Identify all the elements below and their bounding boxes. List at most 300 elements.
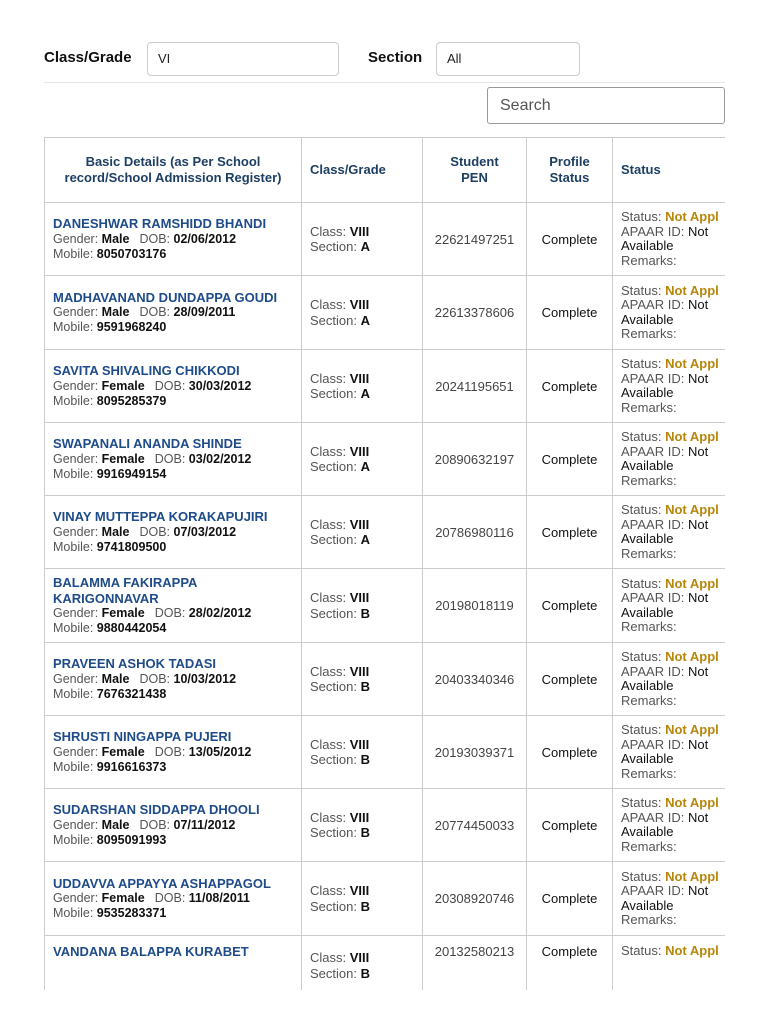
dob-value: 30/03/2012 <box>188 378 252 393</box>
gender-dob-line <box>53 818 293 833</box>
gender-value: Male <box>101 305 130 320</box>
status-value: Not Appl <box>665 795 719 810</box>
status-line <box>621 870 725 885</box>
student-name[interactable]: SWAPANALI ANANDA SHINDE <box>53 436 242 452</box>
status-label: Status: <box>621 502 662 517</box>
dob-label: DOB: <box>139 817 171 832</box>
status-cell <box>613 203 726 276</box>
filter-divider <box>44 82 725 83</box>
class-grade-cell <box>302 423 423 496</box>
gender-label: Gender: <box>53 817 99 832</box>
status-value: Not Appl <box>665 868 719 884</box>
basic-details-cell <box>45 276 302 350</box>
apaar-line <box>621 884 725 899</box>
status-value: Not Appl <box>665 429 719 444</box>
apaar-label: APAAR ID: <box>621 223 685 239</box>
apaar-label: APAAR ID: <box>621 516 685 532</box>
gender-dob-line <box>53 525 293 540</box>
section-select[interactable]: All <box>436 42 580 76</box>
dob-label: DOB: <box>139 305 171 320</box>
student-pen-cell: 20241195651 <box>423 350 527 423</box>
apaar-value-cont: Available <box>621 824 674 839</box>
apaar-line <box>621 738 725 753</box>
apaar-label: APAAR ID: <box>621 736 685 752</box>
section-value: B <box>360 752 370 767</box>
student-name[interactable]: PRAVEEN ASHOK TADASI <box>53 656 216 672</box>
student-name[interactable]: VANDANA BALAPPA KURABET <box>53 944 249 959</box>
basic-details-cell <box>45 862 302 936</box>
mobile-value: 7676321438 <box>96 686 167 701</box>
mobile-value: 9916616373 <box>96 759 167 774</box>
mobile-value: 8095285379 <box>96 393 167 408</box>
remarks-label: Remarks: <box>621 912 677 927</box>
status-label: Status: <box>621 795 662 810</box>
apaar-value: Not <box>687 297 709 312</box>
apaar-value-cont: Available <box>621 751 674 766</box>
apaar-line <box>621 298 725 313</box>
section-line <box>310 313 414 329</box>
student-name[interactable]: UDDAVVA APPAYYA ASHAPPAGOL <box>53 875 271 891</box>
section-line <box>310 825 414 841</box>
class-value: VIII <box>349 590 370 605</box>
section-value: B <box>360 965 370 981</box>
section-value: A <box>360 386 370 401</box>
status-label: Status: <box>621 868 662 884</box>
gender-label: Gender: <box>53 524 99 539</box>
apaar-value: Not <box>687 883 709 898</box>
section-value: A <box>360 459 370 474</box>
section-label: Section: <box>310 532 357 547</box>
dob-value: 28/09/2011 <box>173 305 236 320</box>
profile-status-cell: Complete <box>527 276 613 350</box>
class-label: Class: <box>310 516 347 532</box>
mobile-line <box>53 247 293 262</box>
section-line <box>310 386 414 402</box>
profile-status-cell: Complete <box>527 789 613 862</box>
gender-dob-line <box>53 232 293 247</box>
header-status[interactable]: Status <box>613 138 726 203</box>
status-line <box>621 430 725 445</box>
section-label: Section: <box>310 965 357 981</box>
basic-details-cell <box>45 423 302 496</box>
status-label: Status: <box>621 649 662 664</box>
dob-value: 28/02/2012 <box>188 606 252 620</box>
remarks-label: Remarks: <box>621 692 677 708</box>
dob-label: DOB: <box>154 606 186 620</box>
class-grade-select[interactable]: VI <box>147 42 339 76</box>
apaar-label: APAAR ID: <box>621 663 685 679</box>
remarks-label: Remarks: <box>621 619 677 634</box>
class-label: Class: <box>310 370 347 386</box>
gender-label: Gender: <box>53 378 99 393</box>
gender-dob-line <box>53 305 293 320</box>
class-line <box>310 444 414 460</box>
section-line <box>310 899 414 915</box>
status-value: Not Appl <box>665 649 719 664</box>
dob-value: 07/11/2012 <box>173 817 236 832</box>
class-line <box>310 950 414 966</box>
student-pen-cell: 22621497251 <box>423 203 527 276</box>
status-label: Status: <box>621 722 662 737</box>
class-label: Class: <box>310 663 347 679</box>
table-row <box>45 569 726 643</box>
gender-label: Gender: <box>53 451 99 466</box>
table-row <box>45 423 726 496</box>
mobile-value: 9535283371 <box>96 906 167 921</box>
gender-value: Male <box>101 524 130 539</box>
status-cell <box>613 789 726 862</box>
status-line <box>621 577 725 592</box>
section-label: Section: <box>310 679 357 694</box>
class-value: VIII <box>349 950 370 965</box>
apaar-value: Not <box>687 590 709 605</box>
profile-status-cell: Complete <box>527 643 613 716</box>
mobile-line <box>53 467 293 482</box>
student-name[interactable]: MADHAVANAND DUNDAPPA GOUDI <box>53 289 278 305</box>
apaar-value-cont: Available <box>621 385 674 400</box>
gender-dob-line <box>53 379 293 394</box>
class-grade-cell <box>302 569 423 643</box>
header-basic-details[interactable]: Basic Details (as Per School record/School Admission Register) <box>45 138 302 203</box>
mobile-line <box>53 540 293 555</box>
section-label: Section: <box>310 312 357 328</box>
apaar-label: APAAR ID: <box>621 297 685 312</box>
dob-label: DOB: <box>139 231 171 246</box>
mobile-value: 9741809500 <box>96 539 167 554</box>
gender-dob-line <box>53 606 293 621</box>
gender-label: Gender: <box>53 891 99 906</box>
apaar-line <box>621 591 725 606</box>
class-value: VIII <box>349 223 370 239</box>
status-cell <box>613 350 726 423</box>
gender-value: Male <box>101 671 130 686</box>
section-label: Section: <box>310 459 357 474</box>
mobile-value: 8095091993 <box>96 832 167 847</box>
status-cell <box>613 936 726 991</box>
mobile-line <box>53 320 293 335</box>
section-label: Section: <box>310 752 357 767</box>
remarks-label: Remarks: <box>621 545 677 561</box>
student-name[interactable]: VINAY MUTTEPPA KORAKAPUJIRI <box>53 509 268 525</box>
section-line <box>310 752 414 768</box>
remarks-label: Remarks: <box>621 326 677 341</box>
status-line <box>621 284 725 299</box>
student-pen-cell: 20403340346 <box>423 643 527 716</box>
class-label: Class: <box>310 223 347 239</box>
dob-value: 13/05/2012 <box>188 744 252 759</box>
status-cell <box>613 716 726 789</box>
status-label: Status: <box>621 943 662 958</box>
class-label: Class: <box>310 883 347 898</box>
status-line <box>621 357 725 372</box>
class-line <box>310 371 414 387</box>
basic-details-cell <box>45 936 302 991</box>
status-line <box>621 503 725 518</box>
section-line <box>310 459 414 475</box>
apaar-value: Not <box>687 443 709 459</box>
student-name[interactable]: DANESHWAR RAMSHIDD BHANDI <box>53 216 267 232</box>
status-cell <box>613 862 726 936</box>
remarks-label: Remarks: <box>621 765 677 781</box>
status-value: Not Appl <box>665 575 719 591</box>
class-value: VIII <box>349 443 370 459</box>
status-label: Status: <box>621 575 662 591</box>
status-label: Status: <box>621 429 662 444</box>
table-row <box>45 496 726 569</box>
apaar-value-cont: Available <box>621 311 674 327</box>
gender-label: Gender: <box>53 231 99 246</box>
status-label: Status: <box>621 282 662 298</box>
student-pen-cell: 22613378606 <box>423 276 527 350</box>
student-name[interactable]: SHRUSTI NINGAPPA PUJERI <box>53 729 232 745</box>
gender-label: Gender: <box>53 305 99 320</box>
profile-status-cell: Complete <box>527 716 613 789</box>
basic-details-cell <box>45 350 302 423</box>
mobile-line <box>53 760 293 775</box>
dob-label: DOB: <box>154 744 186 759</box>
class-label: Class: <box>310 297 347 312</box>
class-line <box>310 517 414 533</box>
section-label: Section: <box>310 898 357 914</box>
student-pen-cell: 20786980116 <box>423 496 527 569</box>
gender-value: Male <box>101 231 130 246</box>
dob-label: DOB: <box>154 891 186 906</box>
class-line <box>310 297 414 313</box>
header-profile-status[interactable]: Profile Status <box>527 138 613 203</box>
apaar-line <box>621 225 725 240</box>
class-value: VIII <box>349 663 370 679</box>
apaar-label: APAAR ID: <box>621 809 685 825</box>
apaar-value: Not <box>687 663 709 679</box>
students-table-container[interactable] <box>44 137 725 990</box>
class-value: VIII <box>349 883 370 898</box>
mobile-label: Mobile: <box>53 393 94 408</box>
section-line <box>310 606 414 622</box>
class-grade-cell <box>302 350 423 423</box>
dob-value: 03/02/2012 <box>188 451 252 466</box>
apaar-value: Not <box>687 809 709 825</box>
section-line <box>310 679 414 695</box>
status-line <box>621 944 725 959</box>
gender-value: Female <box>101 606 145 620</box>
apaar-value: Not <box>687 736 709 752</box>
remarks-label: Remarks: <box>621 252 677 268</box>
dob-label: DOB: <box>154 451 186 466</box>
profile-status-cell: Complete <box>527 936 613 991</box>
apaar-value-cont: Available <box>621 897 674 913</box>
status-line <box>621 210 725 225</box>
class-line <box>310 883 414 899</box>
section-value: B <box>360 605 370 621</box>
class-label: Class: <box>310 590 347 605</box>
student-pen-cell: 20308920746 <box>423 862 527 936</box>
table-header-row <box>45 138 726 203</box>
status-cell <box>613 276 726 350</box>
student-name[interactable]: SAVITA SHIVALING CHIKKODI <box>53 363 240 379</box>
gender-label: Gender: <box>53 744 99 759</box>
class-grade-cell <box>302 716 423 789</box>
profile-status-cell: Complete <box>527 203 613 276</box>
status-value: Not Appl <box>665 502 719 517</box>
section-line <box>310 239 414 255</box>
student-pen-cell: 20890632197 <box>423 423 527 496</box>
section-label: Section: <box>310 825 357 840</box>
status-cell <box>613 496 726 569</box>
header-class-grade[interactable]: Class/Grade <box>302 138 423 203</box>
apaar-value-cont: Available <box>621 604 674 620</box>
basic-details-cell <box>45 643 302 716</box>
dob-label: DOB: <box>139 671 171 686</box>
apaar-value: Not <box>687 516 709 532</box>
profile-status-cell: Complete <box>527 496 613 569</box>
mobile-line <box>53 621 293 636</box>
mobile-label: Mobile: <box>53 246 94 261</box>
table-row <box>45 789 726 862</box>
student-name[interactable]: SUDARSHAN SIDDAPPA DHOOLI <box>53 802 260 818</box>
gender-dob-line <box>53 452 293 467</box>
class-grade-cell <box>302 862 423 936</box>
profile-status-cell: Complete <box>527 862 613 936</box>
apaar-label: APAAR ID: <box>621 883 685 898</box>
class-value: VIII <box>349 736 370 752</box>
section-value: B <box>360 898 370 914</box>
mobile-line <box>53 906 293 921</box>
student-pen-cell: 20198018119 <box>423 569 527 643</box>
apaar-value-cont: Available <box>621 458 674 473</box>
apaar-line <box>621 665 725 680</box>
class-grade-cell <box>302 203 423 276</box>
class-grade-label: Class/Grade <box>44 49 132 66</box>
dob-label: DOB: <box>139 524 171 539</box>
status-label: Status: <box>621 209 662 224</box>
class-label: Class: <box>310 443 347 459</box>
status-line <box>621 650 725 665</box>
section-line <box>310 966 414 982</box>
student-name[interactable]: BALAMMA FAKIRAPPA KARIGONNAVAR <box>53 575 197 606</box>
gender-dob-line <box>53 745 293 760</box>
mobile-value: 9916949154 <box>96 466 167 481</box>
section-value: A <box>360 239 370 254</box>
gender-value: Female <box>101 378 145 393</box>
dob-value: 02/06/2012 <box>173 231 237 246</box>
class-line <box>310 664 414 680</box>
status-cell <box>613 569 726 643</box>
profile-status-cell: Complete <box>527 423 613 496</box>
mobile-label: Mobile: <box>53 832 94 847</box>
apaar-label: APAAR ID: <box>621 590 685 605</box>
section-value: B <box>360 679 370 694</box>
mobile-label: Mobile: <box>53 759 94 774</box>
table-row <box>45 716 726 789</box>
mobile-value: 8050703176 <box>96 246 167 261</box>
mobile-line <box>53 394 293 409</box>
class-line <box>310 737 414 753</box>
class-grade-cell <box>302 643 423 716</box>
basic-details-cell <box>45 203 302 276</box>
apaar-label: APAAR ID: <box>621 370 685 386</box>
remarks-label: Remarks: <box>621 838 677 854</box>
section-line <box>310 532 414 548</box>
status-cell <box>613 643 726 716</box>
status-value: Not Appl <box>665 356 719 371</box>
class-grade-cell <box>302 496 423 569</box>
basic-details-cell <box>45 569 302 643</box>
basic-details-cell <box>45 716 302 789</box>
status-line <box>621 723 725 738</box>
profile-status-cell: Complete <box>527 569 613 643</box>
student-pen-cell: 20774450033 <box>423 789 527 862</box>
class-grade-cell <box>302 789 423 862</box>
dob-label: DOB: <box>154 378 186 393</box>
mobile-line <box>53 687 293 702</box>
status-cell <box>613 423 726 496</box>
remarks-label: Remarks: <box>621 472 677 488</box>
basic-details-cell <box>45 789 302 862</box>
apaar-line <box>621 518 725 533</box>
student-pen-cell: 20193039371 <box>423 716 527 789</box>
section-value: A <box>360 312 370 328</box>
dob-value: 07/03/2012 <box>173 524 237 539</box>
gender-dob-line <box>53 672 293 687</box>
apaar-label: APAAR ID: <box>621 443 685 459</box>
table-row <box>45 643 726 716</box>
dob-value: 11/08/2011 <box>188 891 250 906</box>
mobile-label: Mobile: <box>53 466 94 481</box>
class-label: Class: <box>310 736 347 752</box>
mobile-label: Mobile: <box>53 320 94 335</box>
class-value: VIII <box>349 370 370 386</box>
status-label: Status: <box>621 356 662 371</box>
mobile-value: 9880442054 <box>96 621 167 635</box>
gender-label: Gender: <box>53 671 99 686</box>
status-line <box>621 796 725 811</box>
basic-details-cell <box>45 496 302 569</box>
section-label: Section <box>368 49 423 66</box>
table-row <box>45 350 726 423</box>
status-value: Not Appl <box>665 722 719 737</box>
student-pen-cell: 20132580213 <box>423 936 527 991</box>
section-label: Section: <box>310 239 357 254</box>
mobile-label: Mobile: <box>53 686 94 701</box>
apaar-line <box>621 811 725 826</box>
class-line <box>310 810 414 826</box>
students-table <box>44 137 725 990</box>
profile-status-cell: Complete <box>527 350 613 423</box>
header-student-pen[interactable]: Student PEN <box>423 138 527 203</box>
table-row <box>45 203 726 276</box>
section-label: Section: <box>310 386 357 401</box>
section-value: B <box>360 825 370 840</box>
class-value: VIII <box>349 516 370 532</box>
gender-value: Female <box>101 451 145 466</box>
status-value: Not Appl <box>665 282 719 298</box>
gender-dob-line <box>53 891 293 906</box>
gender-value: Female <box>101 744 145 759</box>
apaar-value-cont: Available <box>621 238 674 253</box>
search-input[interactable]: Search <box>487 87 725 124</box>
class-grade-cell <box>302 276 423 350</box>
apaar-line <box>621 445 725 460</box>
class-grade-cell <box>302 936 423 991</box>
dob-value: 10/03/2012 <box>173 671 237 686</box>
status-value: Not Appl <box>665 943 719 958</box>
mobile-label: Mobile: <box>53 539 94 554</box>
status-value: Not Appl <box>665 209 719 224</box>
apaar-value-cont: Available <box>621 678 674 693</box>
gender-value: Male <box>101 817 130 832</box>
mobile-label: Mobile: <box>53 621 94 635</box>
table-row <box>45 276 726 350</box>
